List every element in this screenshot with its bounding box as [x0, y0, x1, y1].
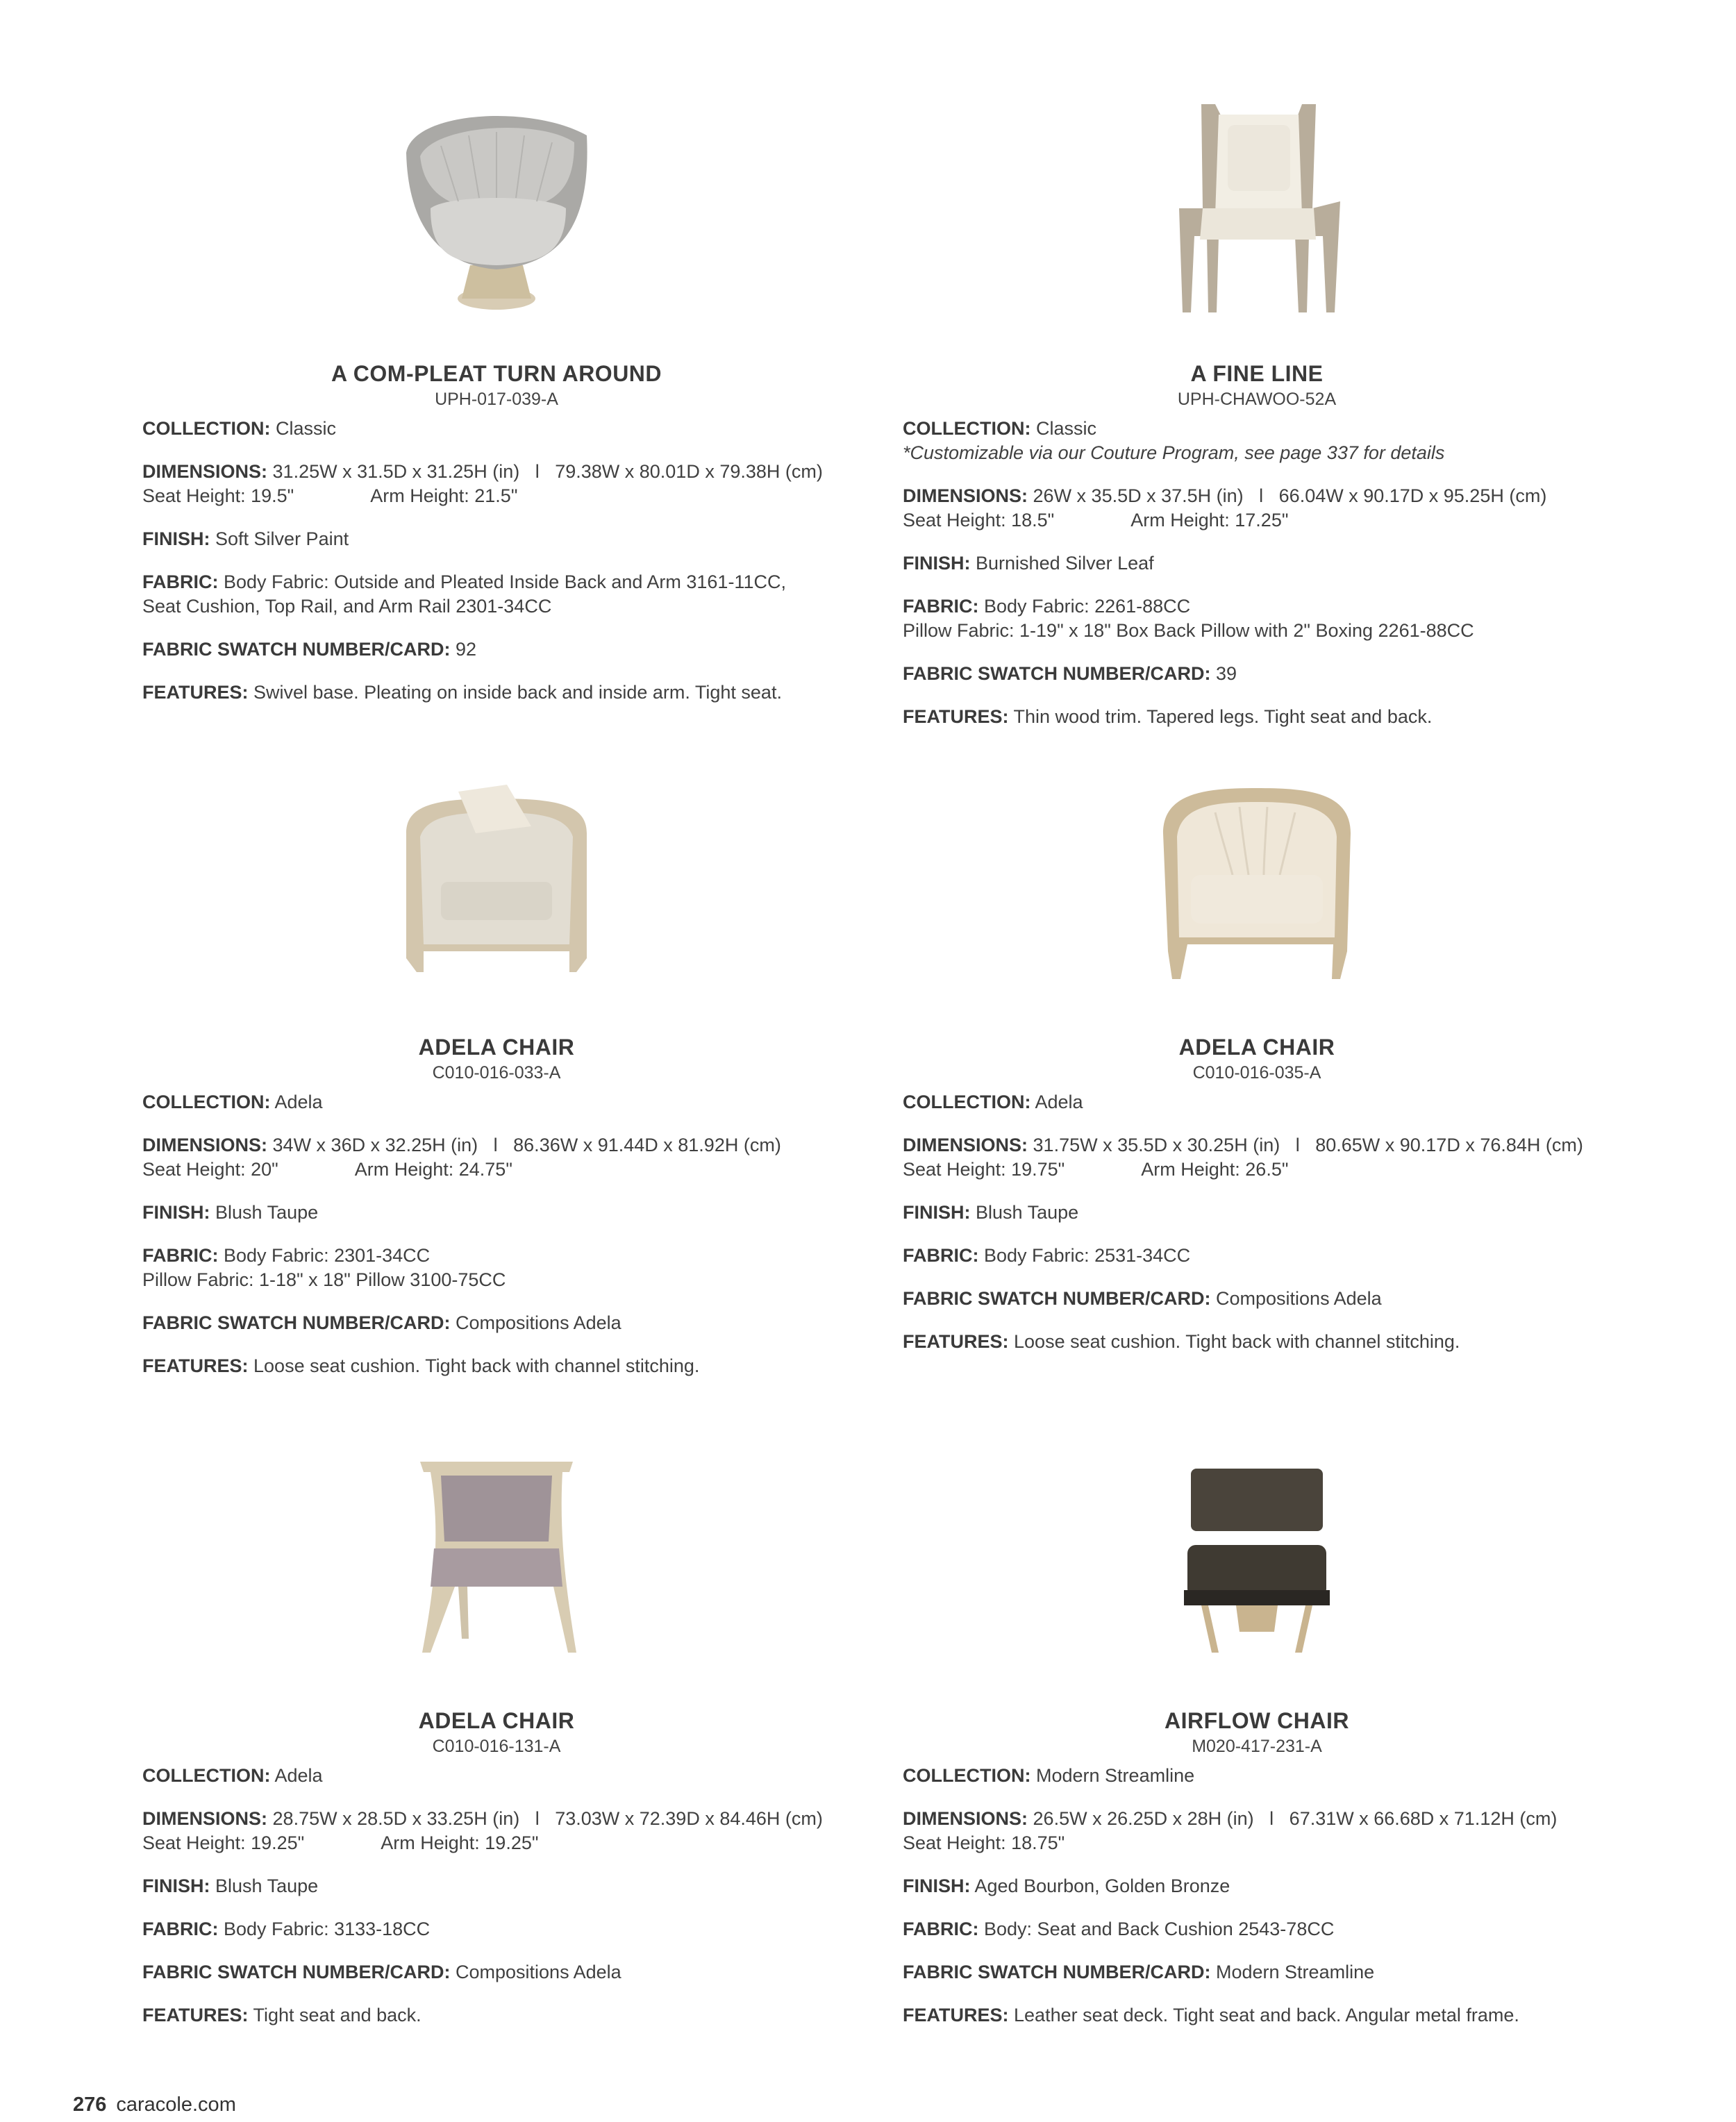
product-sku: UPH-CHAWOO-52A	[1177, 390, 1337, 409]
seat-height: Seat Height: 18.5"	[903, 510, 1055, 530]
swatch-label: FABRIC SWATCH NUMBER/CARD:	[903, 663, 1211, 684]
collection-field	[903, 1090, 1611, 1114]
arm-height: Arm Height: 24.75"	[354, 1159, 512, 1180]
seat-height: Seat Height: 19.25"	[142, 1832, 305, 1853]
product-title: A FINE LINE	[1190, 361, 1324, 386]
dimensions-field	[903, 1133, 1611, 1182]
swatch-field	[142, 1311, 851, 1335]
features-value: Leather seat deck. Tight seat and back. Angular metal frame.	[1014, 2005, 1519, 2025]
fabric-label: FABRIC:	[903, 1919, 979, 1939]
swatch-value: 39	[1216, 663, 1237, 684]
swatch-value: Compositions Adela	[456, 1312, 621, 1333]
collection-value: Adela	[274, 1765, 323, 1786]
collection-label: COLLECTION:	[142, 418, 271, 439]
product-title: ADELA CHAIR	[418, 1035, 575, 1060]
product-photo	[903, 1451, 1611, 1687]
collection-label: COLLECTION:	[142, 1765, 271, 1786]
arm-height: Arm Height: 26.5"	[1141, 1159, 1289, 1180]
accent-chair-image	[1153, 104, 1361, 326]
dimensions-label: DIMENSIONS:	[142, 1808, 268, 1829]
product-title: A COM-PLEAT TURN AROUND	[331, 361, 662, 386]
product-card	[903, 104, 1611, 748]
product-photo	[903, 778, 1611, 1014]
product-card	[142, 104, 851, 724]
product-title: AIRFLOW CHAIR	[1164, 1708, 1349, 1733]
fabric-value: Body Fabric: 2301-34CC	[224, 1245, 431, 1266]
product-sku: M020-417-231-A	[1192, 1737, 1322, 1756]
collection-field	[142, 1090, 851, 1114]
swatch-value: Compositions Adela	[1216, 1288, 1382, 1309]
fabric-value-line2: Seat Cushion, Top Rail, and Arm Rail 2301-34CC	[142, 596, 552, 617]
features-label: FEATURES:	[903, 2005, 1009, 2025]
collection-value: Classic	[276, 418, 337, 439]
dimensions-field	[142, 1133, 851, 1182]
swatch-field	[903, 1960, 1611, 1985]
arm-height: Arm Height: 19.25"	[381, 1832, 539, 1853]
fabric-label: FABRIC:	[142, 1919, 219, 1939]
dimensions-field	[142, 1807, 851, 1855]
dimensions-label: DIMENSIONS:	[142, 461, 268, 482]
swatch-field	[903, 1287, 1611, 1311]
finish-value: Burnished Silver Leaf	[976, 553, 1154, 574]
couture-note: *Customizable via our Couture Program, see page 337 for details	[903, 442, 1445, 463]
finish-label: FINISH:	[903, 1202, 971, 1223]
fabric-field	[903, 1917, 1611, 1941]
dimensions-value: 31.75W x 35.5D x 30.25H (in) l 80.65W x 90.17D x 76.84H (cm)	[1033, 1135, 1583, 1155]
collection-field	[142, 1764, 851, 1788]
fabric-label: FABRIC:	[142, 1245, 219, 1266]
fabric-value-line2: Pillow Fabric: 1-19" x 18" Box Back Pillow with 2" Boxing 2261-88CC	[903, 620, 1474, 641]
features-field	[142, 680, 851, 705]
swivel-chair-image	[392, 104, 601, 319]
fabric-value-line2: Pillow Fabric: 1-18" x 18" Pillow 3100-75CC	[142, 1269, 506, 1290]
product-photo	[142, 1451, 851, 1687]
features-field	[903, 1330, 1611, 1354]
collection-value: Adela	[1035, 1092, 1083, 1112]
fabric-value: Body Fabric: 2531-34CC	[984, 1245, 1191, 1266]
swatch-label: FABRIC SWATCH NUMBER/CARD:	[903, 1288, 1211, 1309]
swatch-label: FABRIC SWATCH NUMBER/CARD:	[142, 1962, 451, 1982]
finish-label: FINISH:	[142, 1202, 210, 1223]
features-value: Thin wood trim. Tapered legs. Tight seat and back.	[1013, 706, 1433, 727]
dimensions-value: 34W x 36D x 32.25H (in) l 86.36W x 91.44D x 81.92H (cm)	[272, 1135, 781, 1155]
collection-value: Modern Streamline	[1036, 1765, 1195, 1786]
features-field	[142, 2003, 851, 2028]
collection-label: COLLECTION:	[903, 1092, 1031, 1112]
dimensions-field	[903, 484, 1611, 533]
dimensions-value: 28.75W x 28.5D x 33.25H (in) l 73.03W x 72.39D x 84.46H (cm)	[272, 1808, 823, 1829]
barrel-chair-image	[1153, 778, 1361, 986]
features-label: FEATURES:	[142, 1355, 249, 1376]
swatch-field	[142, 1960, 851, 1985]
product-sku: UPH-017-039-A	[435, 390, 558, 409]
finish-field	[142, 1201, 851, 1225]
arm-height: Arm Height: 21.5"	[370, 485, 518, 506]
finish-field	[903, 1201, 1611, 1225]
features-label: FEATURES:	[903, 1331, 1009, 1352]
collection-label: COLLECTION:	[903, 418, 1031, 439]
dimensions-field	[142, 460, 851, 508]
collection-label: COLLECTION:	[142, 1092, 271, 1112]
site-url[interactable]: caracole.com	[116, 2094, 236, 2116]
arm-height: Arm Height: 17.25"	[1130, 510, 1289, 530]
product-photo	[142, 778, 851, 1014]
finish-field	[903, 1874, 1611, 1898]
swatch-label: FABRIC SWATCH NUMBER/CARD:	[903, 1962, 1211, 1982]
collection-field	[903, 417, 1611, 465]
finish-field	[142, 527, 851, 551]
dimensions-label: DIMENSIONS:	[903, 1135, 1028, 1155]
product-sku: C010-016-131-A	[432, 1737, 561, 1756]
finish-field	[142, 1874, 851, 1898]
page-footer	[73, 2094, 236, 2116]
finish-value: Blush Taupe	[976, 1202, 1079, 1223]
features-value: Tight seat and back.	[253, 2005, 422, 2025]
features-value: Swivel base. Pleating on inside back and inside arm. Tight seat.	[253, 682, 782, 703]
collection-value: Classic	[1036, 418, 1097, 439]
fabric-value: Body Fabric: Outside and Pleated Inside Back and Arm 3161-11CC,	[224, 571, 786, 592]
dimensions-label: DIMENSIONS:	[903, 485, 1028, 506]
swatch-value: Compositions Adela	[456, 1962, 621, 1982]
features-field	[903, 705, 1611, 729]
product-photo	[903, 104, 1611, 340]
swatch-label: FABRIC SWATCH NUMBER/CARD:	[142, 639, 451, 660]
product-card	[142, 778, 851, 1397]
dimensions-field	[903, 1807, 1611, 1855]
swatch-value: Modern Streamline	[1216, 1962, 1375, 1982]
finish-value: Aged Bourbon, Golden Bronze	[974, 1875, 1230, 1896]
product-title: ADELA CHAIR	[1178, 1035, 1335, 1060]
finish-value: Blush Taupe	[215, 1202, 319, 1223]
swatch-field	[903, 662, 1611, 686]
dimensions-value: 26.5W x 26.25D x 28H (in) l 67.31W x 66.68D x 71.12H (cm)	[1033, 1808, 1558, 1829]
dimensions-label: DIMENSIONS:	[903, 1808, 1028, 1829]
fabric-label: FABRIC:	[903, 1245, 979, 1266]
fabric-label: FABRIC:	[903, 596, 979, 617]
finish-value: Soft Silver Paint	[215, 528, 349, 549]
swatch-value: 92	[456, 639, 477, 660]
product-sku: C010-016-033-A	[432, 1063, 561, 1083]
finish-label: FINISH:	[903, 1875, 971, 1896]
features-label: FEATURES:	[142, 682, 249, 703]
features-field	[903, 2003, 1611, 2028]
club-chair-image	[392, 778, 601, 986]
fabric-value: Body Fabric: 2261-88CC	[984, 596, 1191, 617]
fabric-field	[142, 570, 851, 619]
product-title: ADELA CHAIR	[418, 1708, 575, 1733]
fabric-field	[142, 1917, 851, 1941]
collection-value: Adela	[274, 1092, 323, 1112]
fabric-field	[142, 1244, 851, 1292]
lounge-chair-image	[1153, 1451, 1361, 1660]
finish-label: FINISH:	[142, 528, 210, 549]
seat-height: Seat Height: 19.5"	[142, 485, 294, 506]
features-label: FEATURES:	[142, 2005, 249, 2025]
fabric-value: Body Fabric: 3133-18CC	[224, 1919, 431, 1939]
finish-label: FINISH:	[142, 1875, 210, 1896]
dimensions-value: 26W x 35.5D x 37.5H (in) l 66.04W x 90.17D x 95.25H (cm)	[1033, 485, 1547, 506]
collection-label: COLLECTION:	[903, 1765, 1031, 1786]
collection-field	[903, 1764, 1611, 1788]
seat-height: Seat Height: 19.75"	[903, 1159, 1065, 1180]
finish-value: Blush Taupe	[215, 1875, 319, 1896]
product-card	[903, 1451, 1611, 2046]
dimensions-value: 31.25W x 31.5D x 31.25H (in) l 79.38W x 80.01D x 79.38H (cm)	[272, 461, 823, 482]
side-chair-image	[392, 1451, 601, 1660]
page-number: 276	[73, 2094, 107, 2116]
fabric-field	[903, 1244, 1611, 1268]
seat-height: Seat Height: 18.75"	[903, 1832, 1065, 1853]
features-field	[142, 1354, 851, 1378]
swatch-field	[142, 637, 851, 662]
features-value: Loose seat cushion. Tight back with channel stitching.	[1014, 1331, 1460, 1352]
collection-field	[142, 417, 851, 441]
product-photo	[142, 104, 851, 340]
finish-label: FINISH:	[903, 553, 971, 574]
product-card	[903, 778, 1611, 1373]
features-label: FEATURES:	[903, 706, 1009, 727]
swatch-label: FABRIC SWATCH NUMBER/CARD:	[142, 1312, 451, 1333]
dimensions-label: DIMENSIONS:	[142, 1135, 268, 1155]
product-card	[142, 1451, 851, 2046]
fabric-field	[903, 594, 1611, 643]
features-value: Loose seat cushion. Tight back with channel stitching.	[253, 1355, 700, 1376]
seat-height: Seat Height: 20"	[142, 1159, 278, 1180]
product-sku: C010-016-035-A	[1192, 1063, 1321, 1083]
finish-field	[903, 551, 1611, 576]
fabric-value: Body: Seat and Back Cushion 2543-78CC	[984, 1919, 1335, 1939]
fabric-label: FABRIC:	[142, 571, 219, 592]
